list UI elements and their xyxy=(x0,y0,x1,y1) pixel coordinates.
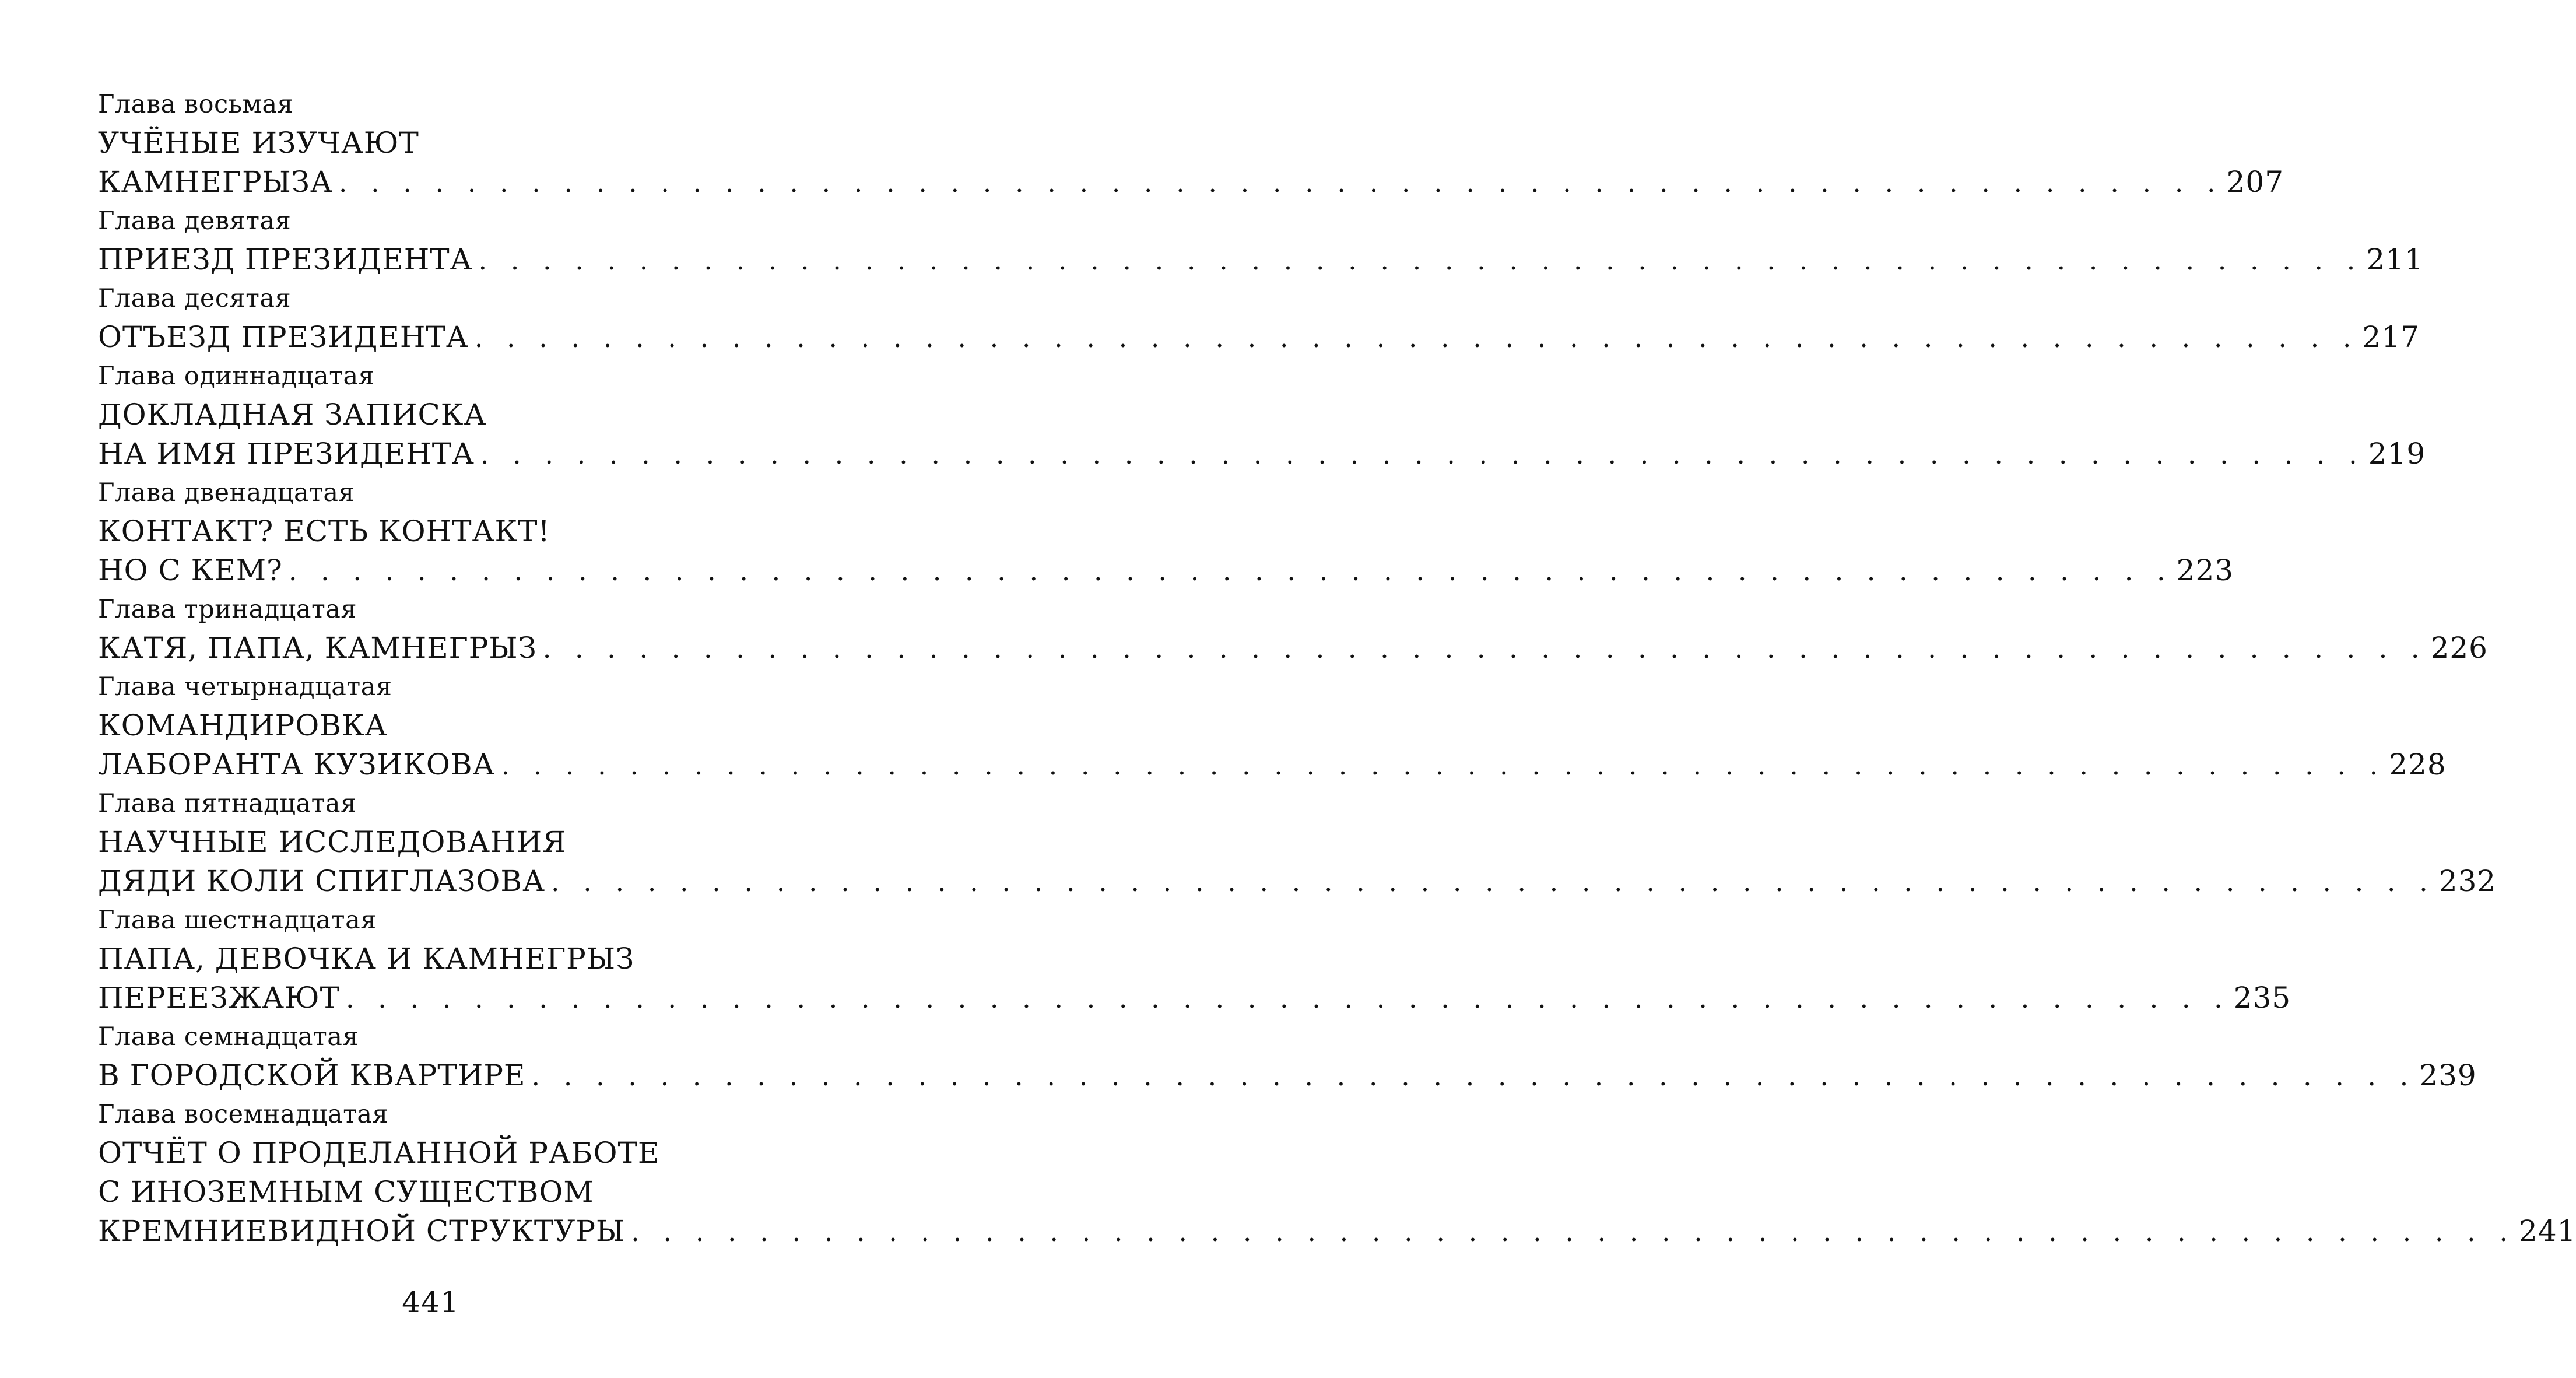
page-reference: 239 xyxy=(2419,1058,2477,1092)
dot-leader: . . . . . . . . . . . . . . . . . . . . . . . . . . . . . . . . . . . . . . . . . . . . . . . . . . . . . . . . . . . xyxy=(345,983,2230,1014)
chapter-title-line: НАУЧНЫЕ ИССЛЕДОВАНИЯ xyxy=(98,825,567,859)
page-reference: 232 xyxy=(2438,864,2497,898)
page-reference: 207 xyxy=(2226,165,2284,199)
chapter-title-line: НО С КЕМ? xyxy=(98,553,283,587)
chapter-label: Глава двенадцатая xyxy=(98,478,355,507)
chapter-title-row xyxy=(98,318,2420,357)
chapter-label: Глава восемнадцатая xyxy=(98,1100,389,1129)
chapter-title-line: В ГОРОДСКОЙ КВАРТИРЕ xyxy=(98,1058,526,1092)
chapter-label: Глава восьмая xyxy=(98,90,294,119)
chapter-title-line: ДОКЛАДНАЯ ЗАПИСКА xyxy=(98,398,487,432)
chapter-title-row xyxy=(98,862,2497,901)
page-reference: 217 xyxy=(2362,320,2420,354)
dot-leader: . . . . . . . . . . . . . . . . . . . . . . . . . . . . . . . . . . . . . . . . . . . . . . . . . . . . . . . . . . . xyxy=(501,749,2386,781)
page-number: 441 xyxy=(402,1285,459,1319)
chapter-title-row xyxy=(98,745,2447,784)
dot-leader: . . . . . . . . . . . . . . . . . . . . . . . . . . . . . . . . . . . . . . . . . . . . . . . . . . . . . . . . . . . xyxy=(288,555,2173,587)
toc-entry[interactable] xyxy=(98,357,2426,474)
chapter-label: Глава одиннадцатая xyxy=(98,362,375,391)
chapter-label: Глава четырнадцатая xyxy=(98,672,392,702)
toc-entry[interactable] xyxy=(98,202,2424,279)
toc-entry[interactable] xyxy=(98,85,2284,202)
chapter-title-row xyxy=(98,551,2234,590)
chapter-title-row xyxy=(98,163,2284,202)
chapter-title-row xyxy=(98,1212,2576,1251)
chapter-label: Глава семнадцатая xyxy=(98,1022,359,1051)
chapter-title-line: ОТЪЕЗД ПРЕЗИДЕНТА xyxy=(98,320,469,354)
toc-entry[interactable] xyxy=(98,474,2234,590)
page-reference: 228 xyxy=(2389,748,2447,781)
page-reference: 219 xyxy=(2368,437,2426,471)
chapter-title-line: НА ИМЯ ПРЕЗИДЕНТА xyxy=(98,437,475,471)
chapter-title-line: ДЯДИ КОЛИ СПИГЛАЗОВА xyxy=(98,864,545,898)
chapter-label: Глава пятнадцатая xyxy=(98,789,357,818)
chapter-title-line: ЛАБОРАНТА КУЗИКОВА xyxy=(98,748,496,781)
page-reference: 226 xyxy=(2430,631,2488,665)
chapter-title-line: ОТЧЁТ О ПРОДЕЛАННОЙ РАБОТЕ xyxy=(98,1136,660,1170)
dot-leader: . . . . . . . . . . . . . . . . . . . . . . . . . . . . . . . . . . . . . . . . . . . . . . . . . . . . . . . . . . . xyxy=(542,633,2427,664)
chapter-title-row xyxy=(98,434,2426,474)
chapter-title-line: ПАПА, ДЕВОЧКА И КАМНЕГРЫЗ xyxy=(98,942,635,976)
table-of-contents xyxy=(98,85,2576,1251)
toc-entry[interactable] xyxy=(98,901,2291,1018)
page-reference: 211 xyxy=(2366,243,2424,276)
chapter-label: Глава шестнадцатая xyxy=(98,906,377,935)
chapter-title-line: С ИНОЗЕМНЫМ СУЩЕСТВОМ xyxy=(98,1175,594,1209)
dot-leader: . . . . . . . . . . . . . . . . . . . . . . . . . . . . . . . . . . . . . . . . . . . . . . . . . . . . . . . . . . . xyxy=(631,1216,2516,1247)
chapter-label: Глава десятая xyxy=(98,284,292,313)
page-reference: 223 xyxy=(2176,553,2234,587)
toc-entry[interactable] xyxy=(98,590,2488,668)
page-reference: 235 xyxy=(2233,981,2291,1015)
chapter-title-row xyxy=(98,629,2488,668)
chapter-title-line: УЧЁНЫЕ ИЗУЧАЮТ xyxy=(98,126,419,160)
dot-leader: . . . . . . . . . . . . . . . . . . . . . . . . . . . . . . . . . . . . . . . . . . . . . . . . . . . . . . . . . . . xyxy=(480,439,2365,470)
toc-entry[interactable] xyxy=(98,1095,2576,1251)
chapter-title-line: ПЕРЕЕЗЖАЮТ xyxy=(98,981,340,1015)
chapter-title-row xyxy=(98,240,2424,279)
dot-leader: . . . . . . . . . . . . . . . . . . . . . . . . . . . . . . . . . . . . . . . . . . . . . . . . . . . . . . . . . . . xyxy=(478,244,2363,276)
dot-leader: . . . . . . . . . . . . . . . . . . . . . . . . . . . . . . . . . . . . . . . . . . . . . . . . . . . . . . . . . . . xyxy=(474,322,2359,353)
chapter-label: Глава тринадцатая xyxy=(98,595,357,624)
chapter-title-line: ПРИЕЗД ПРЕЗИДЕНТА xyxy=(98,243,473,276)
chapter-title-line: КОНТАКТ? ЕСТЬ КОНТАКТ! xyxy=(98,514,550,548)
toc-entry[interactable] xyxy=(98,279,2420,357)
chapter-label: Глава девятая xyxy=(98,206,292,236)
dot-leader: . . . . . . . . . . . . . . . . . . . . . . . . . . . . . . . . . . . . . . . . . . . . . . . . . . . . . . . . . . . xyxy=(551,866,2435,897)
chapter-title-line: КАТЯ, ПАПА, КАМНЕГРЫЗ xyxy=(98,631,537,665)
dot-leader: . . . . . . . . . . . . . . . . . . . . . . . . . . . . . . . . . . . . . . . . . . . . . . . . . . . . . . . . . . . xyxy=(338,167,2223,198)
toc-entry[interactable] xyxy=(98,668,2447,784)
toc-entry[interactable] xyxy=(98,1018,2477,1095)
toc-entry[interactable] xyxy=(98,784,2497,901)
chapter-title-row xyxy=(98,979,2291,1018)
chapter-title-line: КАМНЕГРЫЗА xyxy=(98,165,333,199)
chapter-title-row xyxy=(98,1056,2477,1095)
dot-leader: . . . . . . . . . . . . . . . . . . . . . . . . . . . . . . . . . . . . . . . . . . . . . . . . . . . . . . . . . . . xyxy=(531,1060,2416,1092)
page-reference: 241 xyxy=(2519,1214,2576,1248)
chapter-title-line: КРЕМНИЕВИДНОЙ СТРУКТУРЫ xyxy=(98,1214,626,1248)
chapter-title-line: КОМАНДИРОВКА xyxy=(98,709,388,742)
